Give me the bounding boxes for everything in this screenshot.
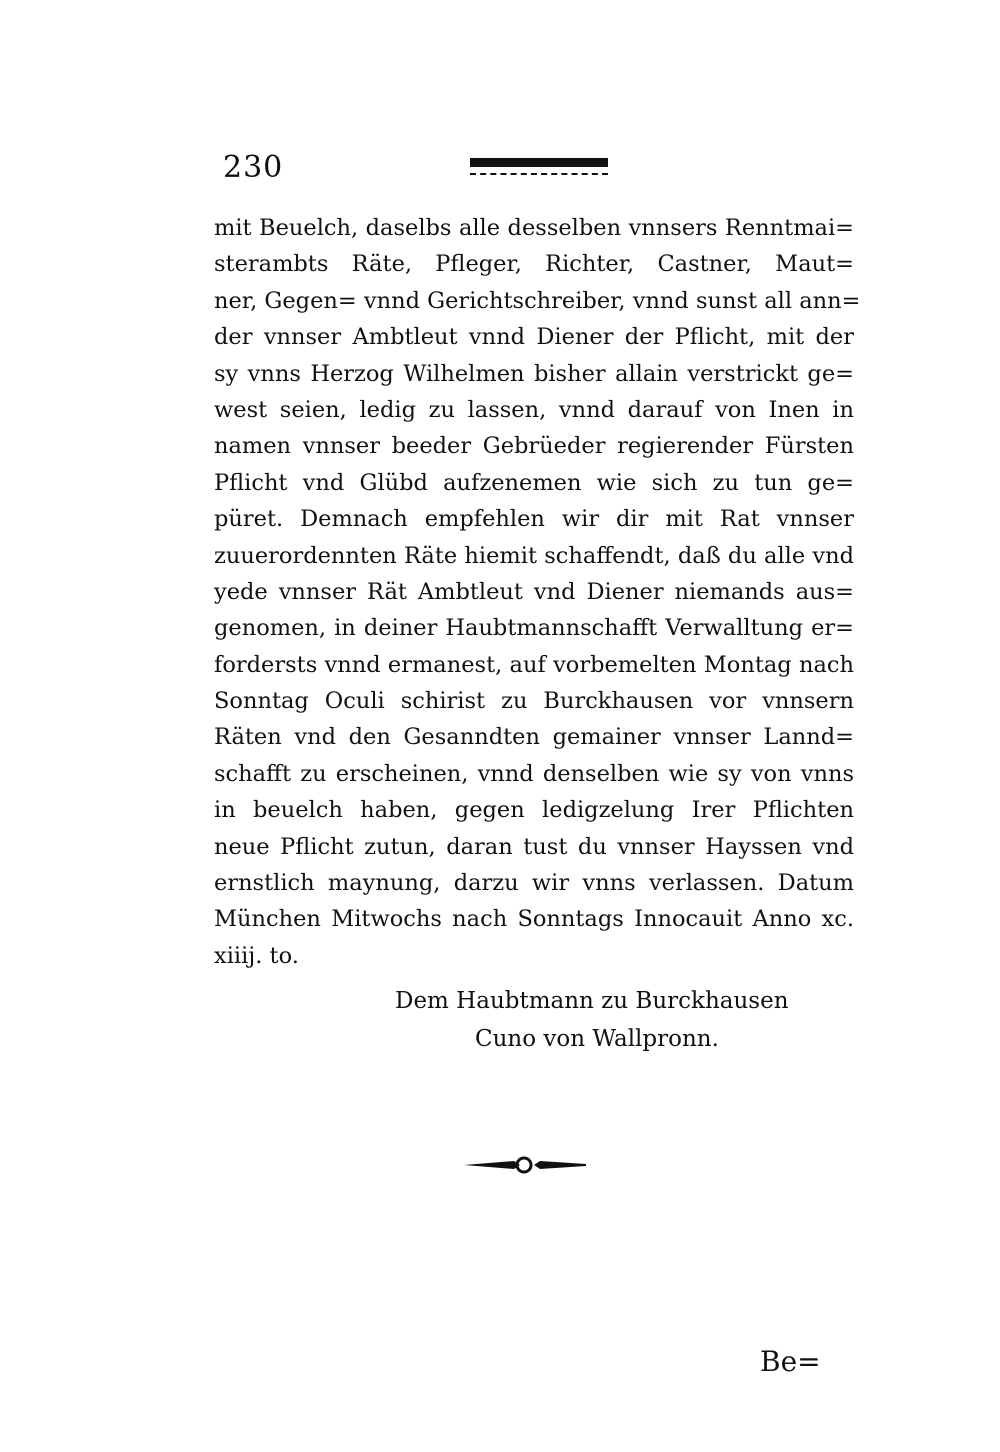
text-line: fordersts vnnd ermanest, auf vorbemelten Montag nach (214, 651, 854, 678)
text-line: München Mitwochs nach Sonntags Innocauit Anno xc. (214, 906, 854, 933)
text-line: west seien, ledig zu lassen, vnnd darauf von Inen in (214, 396, 854, 423)
header-rule-thin (470, 173, 608, 175)
text-line: mit Beuelch, daselbs alle desselben vnnsers Renntmai= (214, 215, 854, 241)
text-line: xiiij. to. (214, 942, 299, 969)
text-line: schafft zu erscheinen, vnnd denselben wie sy von vnns (214, 760, 854, 787)
text-line: genomen, in deiner Haubtmannschafft Verwalltung er= (214, 615, 854, 642)
text-line: ner, Gegen= vnnd Gerichtschreiber, vnnd sunst all ann= (214, 287, 861, 314)
text-line: in beuelch haben, gegen ledigzelung Irer Pflichten (214, 797, 854, 824)
header-rule (470, 158, 608, 180)
body-text (214, 210, 861, 974)
text-line: Sonntag Oculi schirist zu Burckhausen vor vnnsern (214, 688, 854, 715)
text-line: sterambts Räte, Pfleger, Richter, Castner, Maut= (214, 251, 854, 278)
header-rule-thick (470, 158, 608, 167)
text-line: Räten vnd den Gesanndten gemainer vnnser Lannd= (214, 724, 854, 751)
text-line: der vnnser Ambtleut vnnd Diener der Pflicht, mit der (214, 324, 854, 351)
text-line: zuuerordennten Räte hiemit schaffendt, daß du alle vnd (214, 542, 854, 569)
text-line: ernstlich maynung, darzu wir vnns verlassen. Datum (214, 870, 854, 897)
closing-address (395, 982, 855, 1058)
text-line: neue Pflicht zutun, daran tust du vnnser Hayssen vnd (214, 833, 854, 860)
catchword: Be= (760, 1345, 821, 1378)
text-line: sy vnns Herzog Wilhelmen bisher allain verstrickt ge= (214, 360, 854, 387)
text-line: Pflicht vnd Glübd aufzenemen wie sich zu tun ge= (214, 469, 854, 496)
text-line: püret. Demnach empfehlen wir dir mit Rat vnnser (214, 506, 854, 533)
closing-line-addressee: Dem Haubtmann zu Burckhausen (395, 988, 789, 1014)
text-line: yede vnnser Rät Ambtleut vnd Diener niemands aus= (214, 578, 854, 605)
closing-line-name: Cuno von Wallpronn. (475, 1026, 719, 1052)
text-line: namen vnnser beeder Gebrüeder regierender Fürsten (214, 433, 854, 460)
ornament-divider (462, 1152, 588, 1178)
page-number: 230 (223, 150, 284, 185)
